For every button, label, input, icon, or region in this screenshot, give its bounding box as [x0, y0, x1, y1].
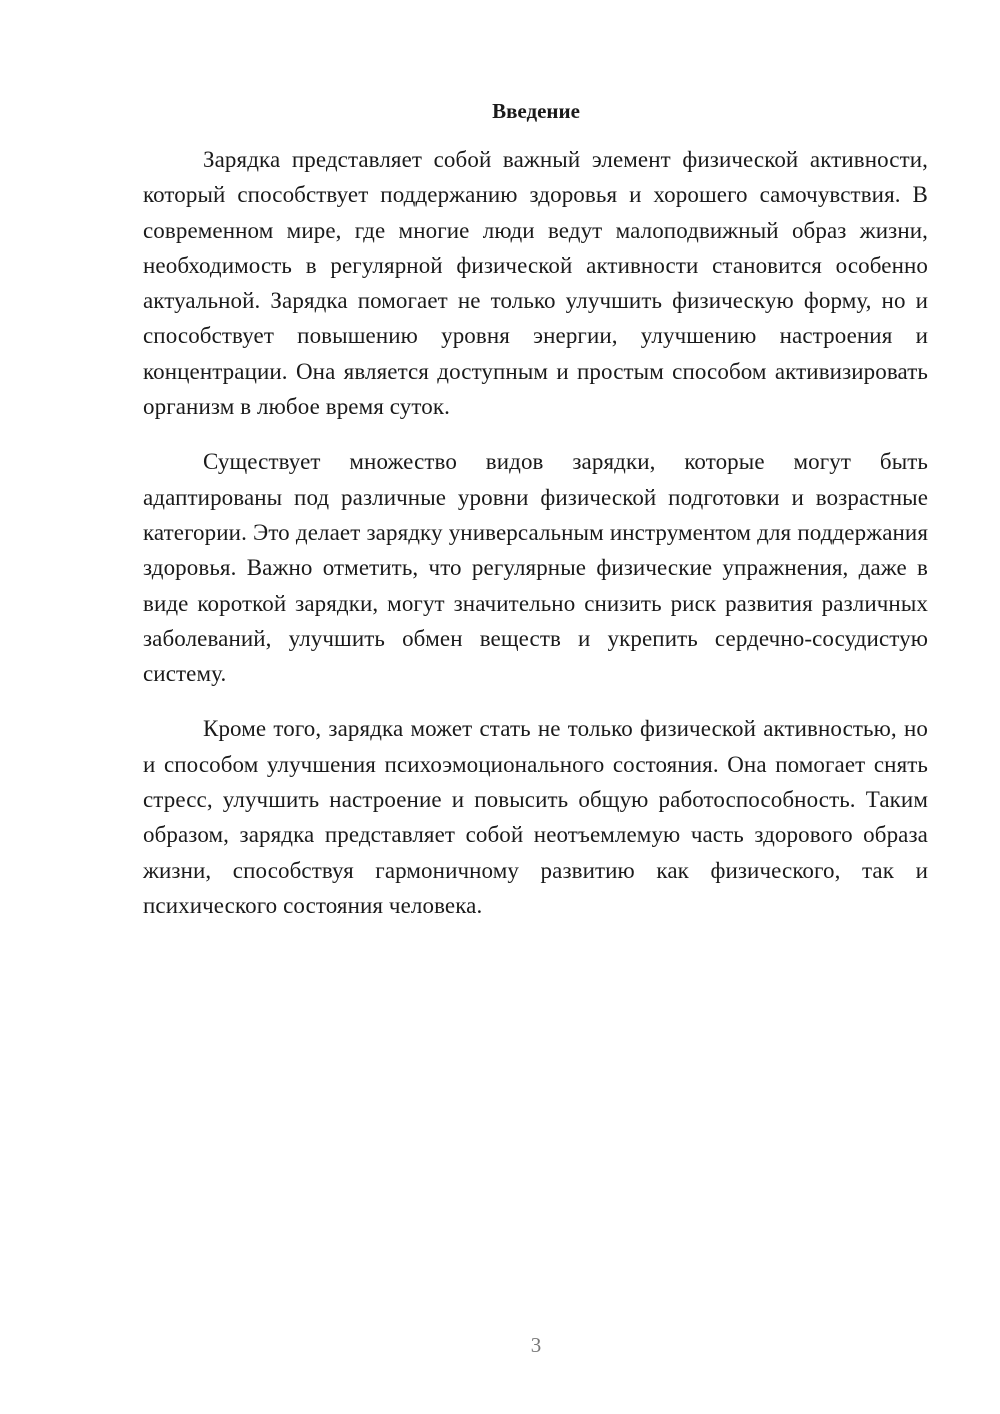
paragraph-2: Существует множество видов зарядки, которые могут быть адаптированы под различные уровни физической подготовки и возрастные категории. Это делает зарядку универсальным инструментом для поддержания здоровья. Важно отметить, что регулярные физические упражнения, даже в виде короткой зарядки, могут значительно снизить риск развития различных заболеваний, улучшить обмен веществ и укрепить сердечно-сосудистую систему. — [143, 449, 928, 687]
paragraph-3: Кроме того, зарядка может стать не только физической активностью, но и способом улучшения психоэмоционального состояния. Она помогает снять стресс, улучшить настроение и повысить общую работоспособность. Таким образом, зарядка представляет собой неотъемлемую часть здорового образа жизни, способствуя гармоничному развитию как физического, так и психического состояния человека. — [143, 716, 928, 918]
body-text — [143, 142, 928, 943]
page-title: Введение — [492, 99, 580, 123]
page-number: 3 — [530, 1333, 542, 1357]
paragraph-1: Зарядка представляет собой важный элемент физической активности, который способствует поддержанию здоровья и хорошего самочувствия. В современном мире, где многие люди ведут малоподвижный образ жизни, необходимость в регулярной физической активности становится особенно актуальной. Зарядка помогает не только улучшить физическую форму, но и способствует повышению уровня энергии, улучшению настроения и концентрации. Она является доступным и простым способом активизировать организм в любое время суток. — [143, 147, 928, 420]
